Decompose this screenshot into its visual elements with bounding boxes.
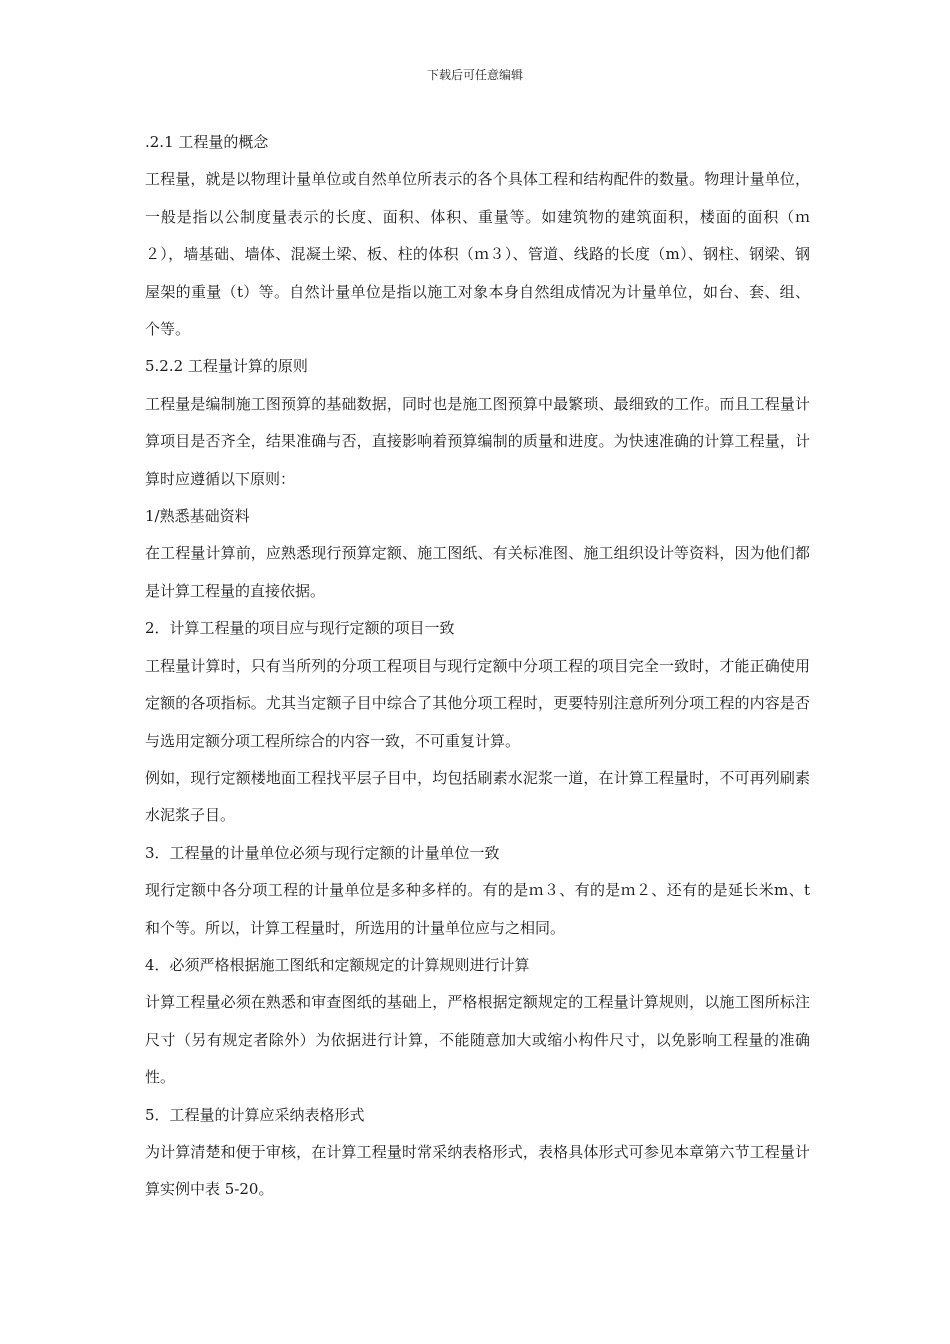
section-heading: 5.2.2 工程量计算的原则 [145, 357, 308, 376]
subheading: 1/熟悉基础资料 [145, 507, 250, 526]
page-header: 下载后可任意编辑 [426, 68, 523, 82]
subheading: 2．计算工程量的项目应与现行定额的项目一致 [145, 619, 455, 638]
section-heading: .2.1 工程量的概念 [145, 133, 269, 151]
subheading: 5．工程量的计算应采纳表格形式 [145, 1105, 365, 1124]
paragraph: 现行定额中各分项工程的计量单位是多种多样的。有的是ｍ３、有的是ｍ２、还有的是延长米m、t和个等。所以，计算工程量时，所选用的计量单位应与之相同。 [145, 881, 810, 937]
subheading: 4．必须严格根据施工图纸和定额规定的计算规则进行计算 [145, 955, 530, 974]
paragraph: 工程量是编制施工图预算的基础数据，同时也是施工图预算中最繁琐、最细致的工作。而且工程量计算项目是否齐全，结果准确与否，直接影响着预算编制的质量和进度。为快速准确的计算工程量，计算时应遵循以下原则： [145, 394, 810, 488]
paragraph: 工程量，就是以物理计量单位或自然单位所表示的各个具体工程和结构配件的数量。物理计量单位，一般是指以公制度量表示的长度、面积、体积、重量等。如建筑物的建筑面积，楼面的面积（ｍ２），墙基础、墙体、混凝土梁、板、柱的体积（ｍ３）、管道、线路的长度（m）、钢柱、钢梁、钢屋架的重量（t）等。自然计量单位是指以施工对象本身自然组成情况为计量单位，如台、套、组、个等。 [145, 170, 810, 339]
paragraph: 例如，现行定额楼地面工程找平层子目中，均包括刷素水泥浆一道，在计算工程量时，不可再列刷素水泥浆子目。 [145, 768, 810, 825]
paragraph: 计算工程量必须在熟悉和审查图纸的基础上，严格根据定额规定的工程量计算规则，以施工图所标注尺寸（另有规定者除外）为依据进行计算，不能随意加大或缩小构件尺寸，以免影响工程量的准确性。 [145, 993, 810, 1087]
paragraph: 工程量计算时，只有当所列的分项工程项目与现行定额中分项工程的项目完全一致时，才能正确使用定额的各项指标。尤其当定额子目中综合了其他分项工程时，更要特别注意所列分项工程的内容是否与选用定额分项工程所综合的内容一致，不可重复计算。 [145, 656, 810, 750]
paragraph: 在工程量计算前，应熟悉现行预算定额、施工图纸、有关标准图、施工组织设计等资料，因为他们都是计算工程量的直接依据。 [145, 544, 810, 600]
paragraph: 为计算清楚和便于审核，在计算工程量时常采纳表格形式，表格具体形式可参见本章第六节工程量计算实例中表 5-20。 [145, 1142, 810, 1199]
subheading: 3．工程量的计量单位必须与现行定额的计量单位一致 [145, 843, 500, 862]
document-body [145, 124, 810, 1209]
